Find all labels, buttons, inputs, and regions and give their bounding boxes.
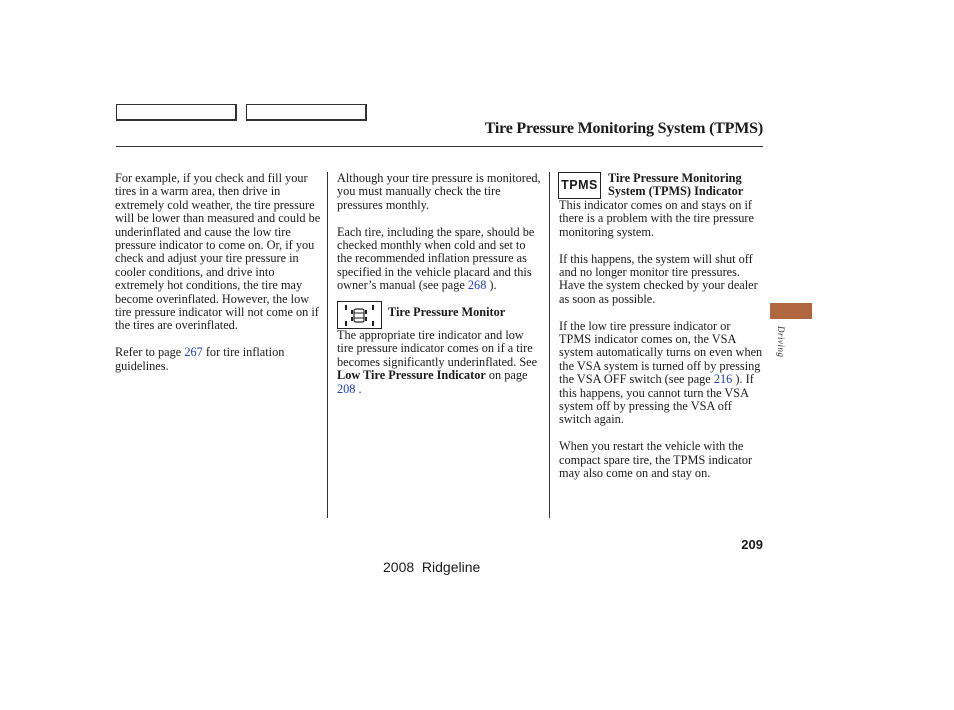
- page-link-268[interactable]: 268: [467, 278, 487, 293]
- footer-model: 2008 Ridgeline: [383, 559, 481, 575]
- tire-pressure-monitor-icon: [337, 301, 382, 329]
- column-divider: [327, 172, 328, 518]
- column-2: [337, 172, 543, 409]
- col2-paragraph-3: The appropriate tire indicator and low tire pressure indicator comes on if a tire becomes significantly underinflated. See Low Tire Pressure Indicator on page 208 .: [337, 328, 538, 396]
- section-tab[interactable]: [770, 303, 812, 319]
- tpms-indicator-icon: TPMS: [558, 172, 601, 199]
- col3-paragraph-4: When you restart the vehicle with the compact spare tire, the TPMS indicator may also come on and stay on.: [559, 439, 753, 481]
- column-1: [115, 172, 322, 386]
- col2-paragraph-1: Although your tire pressure is monitored, you must manually check the tire pressures monthly.: [337, 171, 541, 212]
- next-page-button[interactable]: [246, 104, 367, 121]
- tpms-header: [559, 172, 764, 199]
- column-divider: [549, 172, 550, 518]
- tpms-heading: Tire Pressure Monitoring System (TPMS) Indicator: [608, 171, 744, 199]
- column-3: [559, 172, 764, 494]
- page-link-208[interactable]: 208: [337, 381, 356, 396]
- title-rule: [116, 146, 763, 147]
- col3-paragraph-3: If the low tire pressure indicator or TPMS indicator comes on, the VSA system automatically turns on even when the VSA system is turned off by pressing the VSA OFF switch (see page 216 ). If this happens, you cannot turn the VSA system off by pressing the VSA off switch again.: [559, 318, 763, 427]
- monitor-header: [337, 306, 543, 329]
- col3-paragraph-2: If this happens, the system will shut off and no longer monitor tire pressures. Have the system checked by your dealer as soon as possible.: [559, 251, 758, 306]
- monitor-heading: Tire Pressure Monitor: [388, 305, 506, 320]
- page-link-267[interactable]: 267: [184, 345, 203, 360]
- page-link-216[interactable]: 216: [713, 372, 733, 387]
- col3-paragraph-1: This indicator comes on and stays on if there is a problem with the tire pressure monitoring system.: [559, 198, 754, 239]
- col2-paragraph-2: Each tire, including the spare, should be checked monthly when cold and set to the recommended inflation pressure as specified in the vehicle placard and this owner’s manual (see page 268 ).: [337, 224, 535, 293]
- section-label: Driving: [776, 326, 786, 358]
- col1-paragraph-1: For example, if you check and fill your tires in a warm area, then drive in extremely cold weather, the tire pressure will be lower than measured and could be underinflated and cause the low tire pressure indicator to come on. Or, if you check and adjust your tire pressure in cooler conditions, and drive into extremely hot conditions, the tire may become overinflated. However, the low tire pressure indicator will not come on if the tires are overinflated.: [115, 171, 321, 333]
- col1-paragraph-2: Refer to page 267 for tire inflation guidelines.: [115, 345, 285, 373]
- page-title: Tire Pressure Monitoring System (TPMS): [484, 120, 763, 137]
- page-number: 209: [741, 537, 763, 552]
- previous-page-button[interactable]: [116, 104, 237, 121]
